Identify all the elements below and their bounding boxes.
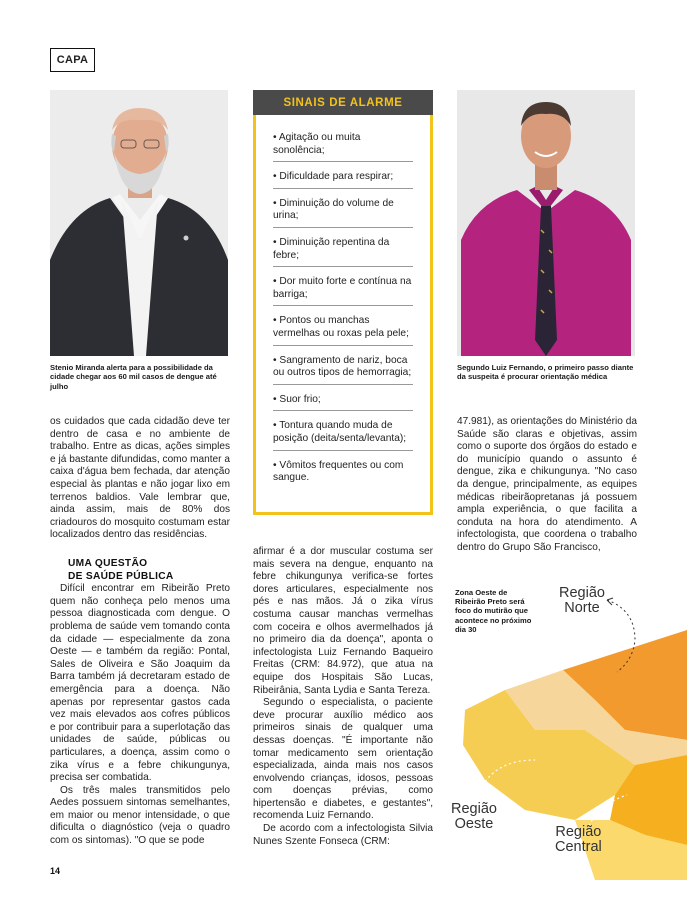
alarm-item: • Tontura quando muda de posição (deita/senta/levanta); bbox=[273, 417, 413, 450]
section-tag bbox=[50, 48, 95, 72]
article-left-bottom bbox=[50, 558, 230, 848]
region-oeste-label bbox=[451, 802, 497, 832]
photo-caption-right: Segundo Luiz Fernando, o primeiro passo diante da suspeita é procurar orientação médica bbox=[457, 363, 634, 382]
alarm-item: • Dificuldade para respirar; bbox=[273, 168, 413, 189]
region-central-name: Central bbox=[555, 839, 602, 855]
photo-caption-left: Stenio Miranda alerta para a possibilidade da cidade chegar aos 60 mil casos de dengue até julho bbox=[50, 363, 217, 391]
region-norte-name: Norte bbox=[564, 600, 600, 616]
article-paragraph: Segundo o especialista, o paciente deve procurar auxílio médico aos primeiros sinais de qualquer uma dessas doenças. "É importante não tomar medicamento sem orientação especializada, ainda mais nos casos envolvendo crianças, idosos, pessoas com doenças prévias, como hipertensão e diabetes, e gestantes", recomenda Luiz Fernando. bbox=[253, 697, 433, 822]
alarm-signs-title: SINAIS DE ALARME bbox=[253, 90, 433, 115]
alarm-item: • Agitação ou muita sonolência; bbox=[273, 129, 413, 162]
article-paragraph: Difícil encontrar em Ribeirão Preto quem não conheça pelo menos uma pessoa diagnosticada com dengue. O problema de saúde vem tomando conta da cidade — especialmente da zona Oeste — e também da região: Pontal, Sales de Oliveira e São Joaquim da Barra também já decretaram estado de emergência para a doença. Não apenas por representar gastos cada vez mais elevados aos cofres públicos e por contribuir para a superlotação das unidades de saúde, públicas ou particulares, a doença, assim como o zika vírus e a febre chikungunya, precisa ser combatida. bbox=[50, 583, 230, 784]
portrait-illustration-left bbox=[50, 90, 228, 356]
section-label: CAPA bbox=[56, 54, 89, 66]
alarm-item: • Vômitos frequentes ou com sangue. bbox=[273, 459, 404, 484]
region-central-label bbox=[555, 825, 602, 855]
alarm-item: • Pontos ou manchas vermelhas ou roxas pela pele; bbox=[273, 312, 413, 345]
alarm-item: • Sangramento de nariz, boca ou outros tipos de hemorragia; bbox=[273, 352, 413, 385]
article-paragraph: Os três males transmitidos pelo Aedes possuem sintomas semelhantes, em maior ou menor intensidade, o que dificulta o diagnóstico (veja o quadro com os sintomas). "O que se pode bbox=[50, 784, 230, 847]
subheading-line2: DE SAÚDE PÚBLICA bbox=[68, 570, 174, 582]
article-paragraph: 47.981), as orientações do Ministério da Saúde são claras e objetivas, assim como o suporte dos órgãos do estado e do município quando o assunto é dengue, zika e chikungunya. "No caso da dengue, principalmente, as equipes médicas ribeirãopretanas já possuem ampla experiência, o que facilita a conduta na hora do atendimento. A infectologista, que coordena o trabalho dentro do Grupo São Francisco, bbox=[457, 416, 637, 553]
alarm-item: • Diminuição repentina da febre; bbox=[273, 234, 413, 267]
alarm-item: • Diminuição do volume de urina; bbox=[273, 195, 413, 228]
article-middle bbox=[253, 546, 433, 848]
article-paragraph: afirmar é a dor muscular costuma ser mais severa na dengue, enquanto na febre chikungunya verifica-se fortes dores articulares, especialmente nos pés e nas mãos. Já o zika vírus costuma causar manchas vermelhas com coceira e olhos avermelhados já no primeiro dia da doença", aponta o infectologista Luiz Fernando Baqueiro Freitas (CRM: 84.972), que atua na equipe dos Hospitais São Lucas, Ribeirânia, Santa Lydia e Santa Tereza. bbox=[253, 546, 433, 696]
article-paragraph: De acordo com a infectologista Silvia Nunes Szente Fonseca (CRM: bbox=[253, 823, 433, 847]
alarm-signs-list bbox=[273, 129, 413, 495]
alarm-item: • Suor frio; bbox=[273, 391, 413, 412]
map-caption: Zona Oeste de Ribeirão Preto será foco do mutirão que acontece no próximo dia 30 bbox=[455, 588, 532, 634]
article-left-top bbox=[50, 416, 230, 542]
page-number: 14 bbox=[50, 866, 61, 876]
photo-stenio-miranda bbox=[50, 90, 228, 356]
alarm-item: • Dor muito forte e contínua na barriga; bbox=[273, 273, 413, 306]
subheading-line1: UMA QUESTÃO bbox=[68, 558, 148, 569]
portrait-illustration-right bbox=[457, 90, 635, 356]
region-central-word: Região bbox=[555, 824, 602, 840]
region-oeste-word: Região bbox=[451, 801, 497, 817]
photo-luiz-fernando bbox=[457, 90, 635, 356]
region-norte-label bbox=[559, 586, 605, 616]
region-oeste-name: Oeste bbox=[454, 816, 494, 832]
article-right bbox=[457, 416, 637, 555]
region-norte-word: Região bbox=[559, 585, 605, 601]
article-paragraph: os cuidados que cada cidadão deve ter dentro de casa e no ambiente de trabalho. Entre as dicas, ações simples e já bastante difundidas, como manter a caixa d'água bem fechada, dar atenção especial às plantas e não jogar lixo em terrenos baldios. Vale lembrar que, ainda assim, mais de 80% dos criadouros do mosquito costumam estar localizados dentro das residências. bbox=[50, 416, 230, 541]
